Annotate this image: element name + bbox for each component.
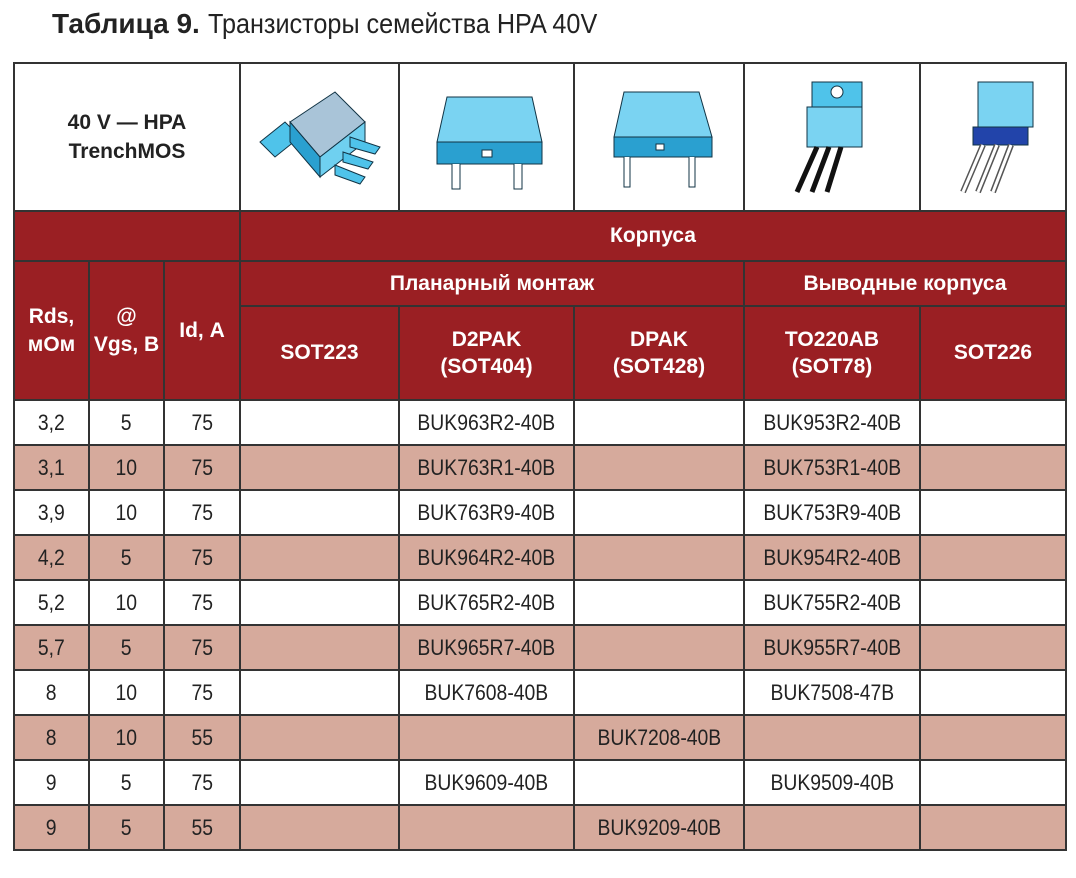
cell-vgs — [89, 670, 164, 715]
cell-id — [164, 760, 240, 805]
cell-value: 10 — [115, 499, 138, 525]
cell-value: 75 — [191, 499, 213, 525]
cell-value: 9 — [46, 814, 57, 840]
cell-id — [164, 400, 240, 445]
cell-sot226 — [920, 490, 1066, 535]
cell-rds — [14, 670, 89, 715]
cell-rds — [14, 490, 89, 535]
cell-id — [164, 445, 240, 490]
cell-value: BUK954R2-40B — [763, 544, 901, 570]
cell-d2pak — [399, 535, 574, 580]
cell-value: 10 — [115, 454, 138, 480]
cell-to220 — [744, 760, 920, 805]
table-row — [14, 805, 1066, 850]
cell-to220 — [744, 490, 920, 535]
cell-dpak — [574, 760, 744, 805]
cell-rds — [14, 535, 89, 580]
cell-value: 10 — [115, 679, 138, 705]
cell-vgs — [89, 490, 164, 535]
cell-dpak — [574, 805, 744, 850]
cell-value: BUK964R2-40B — [417, 544, 556, 570]
cell-value: BUK963R2-40B — [417, 409, 556, 435]
cell-value: 75 — [191, 679, 213, 705]
table-row — [14, 580, 1066, 625]
header-id: Id, А — [164, 261, 240, 400]
cell-rds — [14, 445, 89, 490]
cell-sot223 — [240, 580, 399, 625]
cell-value: 3,1 — [38, 454, 65, 480]
cell-to220 — [744, 715, 920, 760]
header-col-dpak — [574, 306, 744, 400]
cell-value: 5 — [121, 769, 132, 795]
dpak-package-icon — [574, 63, 744, 211]
header-col-line: DPAK — [630, 327, 688, 351]
header-blank — [14, 211, 240, 261]
table-number: Таблица 9. — [52, 8, 200, 39]
header-col-sot226 — [920, 306, 1066, 400]
d2pak-package-icon — [399, 63, 574, 211]
cell-value: 5,2 — [38, 589, 65, 615]
cell-value: BUK7608-40B — [424, 679, 549, 705]
header-col-line: SOT223 — [280, 341, 359, 365]
header-col-line: TO220AB — [784, 327, 880, 351]
cell-value: BUK763R1-40B — [417, 454, 556, 480]
cell-dpak — [574, 400, 744, 445]
table-row — [14, 670, 1066, 715]
table-row — [14, 490, 1066, 535]
cell-dpak — [574, 715, 744, 760]
cell-d2pak — [399, 670, 574, 715]
table-caption: Транзисторы семейства HPA 40V — [207, 8, 597, 39]
cell-sot226 — [920, 760, 1066, 805]
cell-value: BUK9509-40B — [770, 769, 894, 795]
table-row — [14, 715, 1066, 760]
cell-value: 75 — [191, 409, 213, 435]
cell-value: 75 — [191, 454, 213, 480]
cell-value: BUK753R9-40B — [763, 499, 901, 525]
cell-value: BUK763R9-40B — [417, 499, 556, 525]
cell-sot226 — [920, 445, 1066, 490]
cell-dpak — [574, 625, 744, 670]
cell-rds — [14, 805, 89, 850]
header-col-line: SOT226 — [953, 341, 1033, 365]
transistor-table — [13, 62, 1067, 851]
brand-cell — [14, 63, 240, 211]
header-korpusa: Корпуса — [240, 211, 1066, 261]
table-title — [52, 8, 640, 40]
cell-vgs — [89, 715, 164, 760]
header-rds-l1: Rds, — [28, 305, 75, 329]
cell-sot223 — [240, 400, 399, 445]
cell-value: BUK7208-40B — [597, 724, 721, 750]
header-rds — [14, 261, 89, 400]
header-col-line: D2PAK — [451, 327, 522, 351]
cell-value: 9 — [46, 769, 57, 795]
cell-rds — [14, 625, 89, 670]
cell-value: BUK765R2-40B — [417, 589, 556, 615]
brand-line2: TrenchMOS — [68, 140, 186, 163]
cell-sot226 — [920, 580, 1066, 625]
cell-id — [164, 805, 240, 850]
cell-id — [164, 670, 240, 715]
cell-id — [164, 490, 240, 535]
header-leaded: Выводные корпуса — [744, 261, 1066, 306]
to220ab-package-icon — [744, 63, 920, 211]
cell-dpak — [574, 490, 744, 535]
cell-sot223 — [240, 760, 399, 805]
cell-rds — [14, 715, 89, 760]
cell-value: 75 — [191, 769, 213, 795]
cell-to220 — [744, 670, 920, 715]
cell-vgs — [89, 760, 164, 805]
cell-value: BUK9209-40B — [597, 814, 721, 840]
cell-sot226 — [920, 535, 1066, 580]
cell-value: 5 — [121, 814, 132, 840]
table-row — [14, 445, 1066, 490]
header-col-to220ab — [744, 306, 920, 400]
cell-d2pak — [399, 490, 574, 535]
cell-value: 55 — [191, 724, 213, 750]
header-rds-l2: мОм — [27, 332, 76, 356]
cell-d2pak — [399, 580, 574, 625]
cell-value: 75 — [191, 589, 213, 615]
cell-value: BUK755R2-40B — [763, 589, 901, 615]
header-col-line: (SOT78) — [791, 355, 873, 378]
cell-to220 — [744, 805, 920, 850]
cell-sot223 — [240, 805, 399, 850]
cell-d2pak — [399, 715, 574, 760]
cell-vgs — [89, 580, 164, 625]
cell-vgs — [89, 535, 164, 580]
cell-rds — [14, 580, 89, 625]
brand-line1: 40 V — HPA — [67, 110, 187, 134]
cell-id — [164, 715, 240, 760]
header-vgs-l2: Vgs, В — [93, 332, 160, 356]
header-planar: Планарный монтаж — [240, 261, 744, 306]
cell-vgs — [89, 445, 164, 490]
cell-to220 — [744, 625, 920, 670]
cell-sot226 — [920, 805, 1066, 850]
table-row — [14, 400, 1066, 445]
cell-vgs — [89, 625, 164, 670]
cell-sot223 — [240, 625, 399, 670]
cell-dpak — [574, 670, 744, 715]
header-col-line: (SOT404) — [440, 355, 533, 378]
cell-value: 55 — [191, 814, 213, 840]
cell-value: BUK9609-40B — [424, 769, 549, 795]
header-col-line: (SOT428) — [612, 355, 706, 378]
header-col-d2pak — [399, 306, 574, 400]
cell-value: 75 — [191, 634, 213, 660]
cell-sot226 — [920, 625, 1066, 670]
cell-value: 5,7 — [38, 634, 65, 660]
cell-to220 — [744, 445, 920, 490]
cell-dpak — [574, 535, 744, 580]
cell-value: 4,2 — [38, 544, 65, 570]
table-row — [14, 535, 1066, 580]
cell-id — [164, 535, 240, 580]
table-row — [14, 760, 1066, 805]
cell-vgs — [89, 400, 164, 445]
cell-dpak — [574, 445, 744, 490]
cell-value: BUK953R2-40B — [763, 409, 901, 435]
cell-rds — [14, 400, 89, 445]
cell-d2pak — [399, 805, 574, 850]
cell-to220 — [744, 580, 920, 625]
cell-value: BUK753R1-40B — [763, 454, 901, 480]
cell-sot226 — [920, 400, 1066, 445]
cell-value: 3,9 — [38, 499, 65, 525]
cell-value: 5 — [121, 409, 132, 435]
cell-sot226 — [920, 670, 1066, 715]
cell-value: 10 — [115, 724, 138, 750]
cell-value: 75 — [191, 544, 213, 570]
cell-sot226 — [920, 715, 1066, 760]
header-vgs — [89, 261, 164, 400]
cell-value: 3,2 — [38, 409, 65, 435]
package-image-row — [14, 63, 1066, 211]
cell-value: 5 — [121, 634, 132, 660]
header-col-sot223 — [240, 306, 399, 400]
cell-d2pak — [399, 400, 574, 445]
cell-value: BUK7508-47B — [770, 679, 894, 705]
cell-sot223 — [240, 445, 399, 490]
header-vgs-l1: @ — [116, 305, 137, 329]
cell-rds — [14, 760, 89, 805]
table-row — [14, 625, 1066, 670]
cell-value: 8 — [46, 724, 57, 750]
sot223-package-icon — [240, 63, 399, 211]
sot226-package-icon — [920, 63, 1066, 211]
cell-sot223 — [240, 715, 399, 760]
cell-dpak — [574, 580, 744, 625]
cell-value: BUK955R7-40B — [763, 634, 901, 660]
cell-id — [164, 625, 240, 670]
cell-vgs — [89, 805, 164, 850]
cell-to220 — [744, 535, 920, 580]
cell-d2pak — [399, 445, 574, 490]
cell-to220 — [744, 400, 920, 445]
cell-sot223 — [240, 535, 399, 580]
cell-d2pak — [399, 760, 574, 805]
cell-sot223 — [240, 670, 399, 715]
cell-value: 5 — [121, 544, 132, 570]
cell-sot223 — [240, 490, 399, 535]
cell-value: 8 — [46, 679, 57, 705]
cell-value: BUK965R7-40B — [417, 634, 556, 660]
cell-id — [164, 580, 240, 625]
cell-value: 10 — [115, 589, 138, 615]
cell-d2pak — [399, 625, 574, 670]
